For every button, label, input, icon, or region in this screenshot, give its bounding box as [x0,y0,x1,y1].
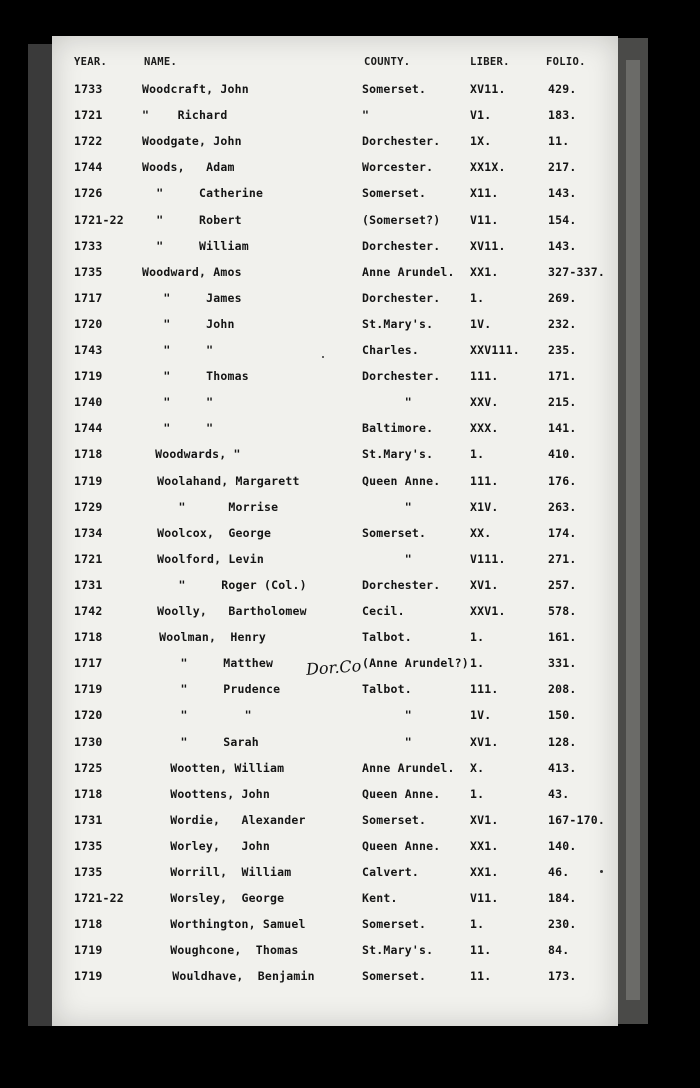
year-cell: 1721 [74,108,103,123]
county-cell: Dorchester. [362,134,441,149]
folio-cell: 269. [548,290,577,305]
liber-cell: X1V. [470,499,499,514]
county-cell: (Anne Arundel?) [362,656,469,671]
year-cell: 1731 [74,812,103,827]
year-cell: 1722 [74,134,103,149]
header-county: COUNTY. [364,56,411,68]
ledger-row [52,682,618,708]
folio-cell: 143. [548,238,577,253]
ledger-row [52,186,618,212]
county-cell: Somerset. [362,186,427,201]
county-cell: Somerset. [362,917,427,932]
folio-cell: 174. [548,525,577,540]
liber-cell: 111. [470,473,499,488]
county-cell: Kent. [362,891,398,906]
folio-cell: 331. [548,656,577,671]
year-cell: 1718 [74,630,103,645]
folio-cell: 413. [548,760,577,775]
liber-cell: XXX. [470,421,499,436]
county-cell: St.Mary's. [362,943,434,958]
folio-cell: 171. [548,369,577,384]
liber-cell: XX. [470,525,492,540]
county-cell: Baltimore. [362,421,434,436]
county-cell: Dorchester. [362,238,441,253]
liber-cell: 1. [470,630,485,645]
year-cell: 1729 [74,499,103,514]
folio-cell: 173. [548,969,577,984]
folio-cell: 410. [548,447,577,462]
folio-cell: 327-337. [548,264,605,279]
scan-speck [322,356,324,358]
name-cell: " John [142,316,235,331]
folio-cell: 167-170. [548,812,605,827]
year-cell: 1735 [74,865,103,879]
liber-cell: 111. [470,682,499,697]
ledger-row [52,291,618,317]
name-cell: Wootten, William [156,760,285,775]
year-cell: 1720 [74,708,103,723]
liber-cell: X. [470,760,485,775]
year-cell: 1742 [74,604,103,618]
county-cell: St.Mary's. [362,316,434,331]
ledger-row [52,917,618,943]
folio-cell: 271. [548,551,577,566]
liber-cell: XX1. [470,838,499,853]
year-cell: 1733 [74,238,103,253]
year-cell: 1717 [74,290,103,305]
liber-cell: V11. [470,891,499,906]
name-cell: Woolcox, George [150,525,272,540]
ledger-row [52,239,618,265]
ledger-row [52,82,618,108]
county-cell: Queen Anne. [362,473,441,488]
year-cell: 1721-22 [74,891,124,906]
liber-cell: 1V. [470,316,492,331]
county-cell: Cecil. [362,604,405,618]
county-cell: Charles. [362,343,419,357]
ledger-row [52,160,618,186]
folio-cell: 128. [548,734,577,749]
liber-cell: 1X. [470,134,492,149]
county-cell: Anne Arundel. [362,264,455,279]
year-cell: 1721-22 [74,212,124,227]
county-cell: St.Mary's. [362,447,434,462]
name-cell: Woughcone, Thomas [156,943,299,958]
folio-cell: 161. [548,630,577,645]
ledger-row [52,630,618,656]
ledger-row [52,108,618,134]
county-cell: Somerset. [362,525,427,540]
year-cell: 1726 [74,186,103,201]
header-liber: LIBER. [470,56,510,68]
ledger-row [52,761,618,787]
name-cell: Woods, Adam [142,160,235,175]
name-cell: Worsley, George [156,891,285,906]
folio-cell: 263. [548,499,577,514]
ledger-row [52,969,618,995]
name-cell: Wordie, Alexander [156,812,306,827]
header-year: YEAR. [74,56,108,68]
name-cell: Woodward, Amos [142,264,242,279]
county-cell: Dorchester. [362,290,441,305]
county-cell: Dorchester. [362,369,441,384]
ledger-row [52,604,618,630]
ledger-row [52,552,618,578]
folio-cell: 257. [548,577,577,592]
year-cell: 1718 [74,786,103,801]
name-cell: " Morrise [150,499,279,514]
ledger-row [52,500,618,526]
name-cell: " " [152,708,252,723]
county-cell: Anne Arundel. [362,760,455,775]
folio-cell: 578. [548,604,577,618]
ledger-row [52,526,618,552]
name-cell: Wouldhave, Benjamin [158,969,315,984]
ledger-row [52,787,618,813]
name-cell: " Robert [142,212,242,227]
name-cell: " Catherine [142,186,264,201]
folio-cell: 230. [548,917,577,932]
liber-cell: XXV. [470,395,499,410]
folio-cell: 217. [548,160,577,175]
year-cell: 1740 [74,395,103,410]
liber-cell: 1V. [470,708,492,723]
folio-cell: 141. [548,421,577,436]
ledger-row [52,134,618,160]
ledger-row [52,839,618,865]
folio-cell: 46. [548,865,570,879]
liber-cell: XV11. [470,238,506,253]
ledger-row [52,421,618,447]
ledger-row [52,813,618,839]
name-cell: Woottens, John [156,786,270,801]
liber-cell: 111. [470,369,499,384]
county-cell: Dorchester. [362,577,441,592]
ledger-row [52,447,618,473]
year-cell: 1743 [74,343,103,357]
name-cell: Woolford, Levin [150,551,264,566]
year-cell: 1744 [74,421,103,436]
year-cell: 1735 [74,264,103,279]
year-cell: 1721 [74,551,103,566]
folio-cell: 11. [548,134,570,149]
folio-cell: 235. [548,343,577,357]
folio-cell: 84. [548,943,570,958]
liber-cell: 11. [470,969,492,984]
year-cell: 1720 [74,316,103,331]
ledger-row [52,317,618,343]
name-cell: Woolly, Bartholomew [150,604,307,618]
liber-cell: 1. [470,786,485,801]
county-cell: " [362,708,412,723]
liber-cell: V111. [470,551,506,566]
county-cell: " [362,108,370,123]
ledger-row [52,708,618,734]
liber-cell: XX1. [470,264,499,279]
name-cell: Woodwards, " [148,447,241,462]
scan-border-right-inner [626,60,640,1000]
liber-cell: XXV1. [470,604,506,618]
year-cell: 1717 [74,656,103,671]
liber-cell: 1. [470,656,485,671]
year-cell: 1725 [74,760,103,775]
scan-border-left [28,44,54,1026]
name-cell: " " [142,395,214,410]
folio-cell: 232. [548,316,577,331]
folio-cell: 140. [548,838,577,853]
name-cell: " Prudence [152,682,281,697]
liber-cell: 1. [470,917,485,932]
name-cell: " Matthew [152,656,274,671]
name-cell: " Richard [142,108,228,123]
scan-speck [600,870,603,873]
county-cell: Talbot. [362,682,412,697]
liber-cell: 11. [470,943,492,958]
county-cell: Somerset. [362,812,427,827]
name-cell: Worley, John [156,838,270,853]
year-cell: 1734 [74,525,103,540]
name-cell: " " [142,343,214,357]
name-cell: " Thomas [142,369,249,384]
county-cell: Somerset. [362,969,427,984]
name-cell: " James [142,290,242,305]
liber-cell: XXV111. [470,343,520,357]
county-cell: Somerset. [362,82,427,96]
folio-cell: 176. [548,473,577,488]
year-cell: 1719 [74,473,103,488]
year-cell: 1744 [74,160,103,175]
year-cell: 1718 [74,447,103,462]
year-cell: 1719 [74,969,103,984]
name-cell: " Roger (Col.) [150,577,307,592]
liber-cell: XV11. [470,82,506,96]
liber-cell: 1. [470,447,485,462]
folio-cell: 143. [548,186,577,201]
folio-cell: 154. [548,212,577,227]
year-cell: 1730 [74,734,103,749]
county-cell: " [362,395,412,410]
county-cell: Queen Anne. [362,786,441,801]
county-cell: " [362,734,412,749]
folio-cell: 43. [548,786,570,801]
header-folio: FOLIO. [546,56,586,68]
name-cell: " " [142,421,214,436]
ledger-page [52,36,618,1026]
liber-cell: 1. [470,290,485,305]
folio-cell: 184. [548,891,577,906]
county-cell: Calvert. [362,865,419,879]
liber-cell: V1. [470,108,492,123]
ledger-row [52,265,618,291]
liber-cell: V11. [470,212,499,227]
folio-cell: 150. [548,708,577,723]
liber-cell: XX1X. [470,160,506,175]
ledger-row [52,578,618,604]
county-cell: Worcester. [362,160,434,175]
county-cell: " [362,499,412,514]
county-cell: Talbot. [362,630,412,645]
county-cell: (Somerset?) [362,212,441,227]
ledger-row [52,735,618,761]
ledger-row [52,343,618,369]
ledger-row [52,213,618,239]
header-name: NAME. [144,56,178,68]
name-cell: Woolman, Henry [152,630,266,645]
ledger-row [52,891,618,917]
year-cell: 1719 [74,682,103,697]
county-cell: " [362,551,412,566]
year-cell: 1735 [74,838,103,853]
name-cell: " William [142,238,249,253]
liber-cell: XV1. [470,577,499,592]
year-cell: 1731 [74,577,103,592]
name-cell: " Sarah [152,734,259,749]
year-cell: 1733 [74,82,103,96]
liber-cell: XV1. [470,734,499,749]
liber-cell: XV1. [470,812,499,827]
ledger-row [52,369,618,395]
liber-cell: X11. [470,186,499,201]
liber-cell: XX1. [470,865,499,879]
name-cell: Worrill, William [156,865,292,879]
ledger-row [52,865,618,891]
folio-cell: 215. [548,395,577,410]
folio-cell: 208. [548,682,577,697]
ledger-row [52,943,618,969]
county-cell: Queen Anne. [362,838,441,853]
ledger-row [52,395,618,421]
folio-cell: 429. [548,82,577,96]
ledger-row [52,474,618,500]
name-cell: Woodgate, John [142,134,242,149]
name-cell: Woolahand, Margarett [150,473,300,488]
year-cell: 1719 [74,369,103,384]
handwritten-annotation: Dor.Co [305,656,362,679]
name-cell: Woodcraft, John [142,82,249,96]
folio-cell: 183. [548,108,577,123]
name-cell: Worthington, Samuel [156,917,306,932]
year-cell: 1719 [74,943,103,958]
year-cell: 1718 [74,917,103,932]
